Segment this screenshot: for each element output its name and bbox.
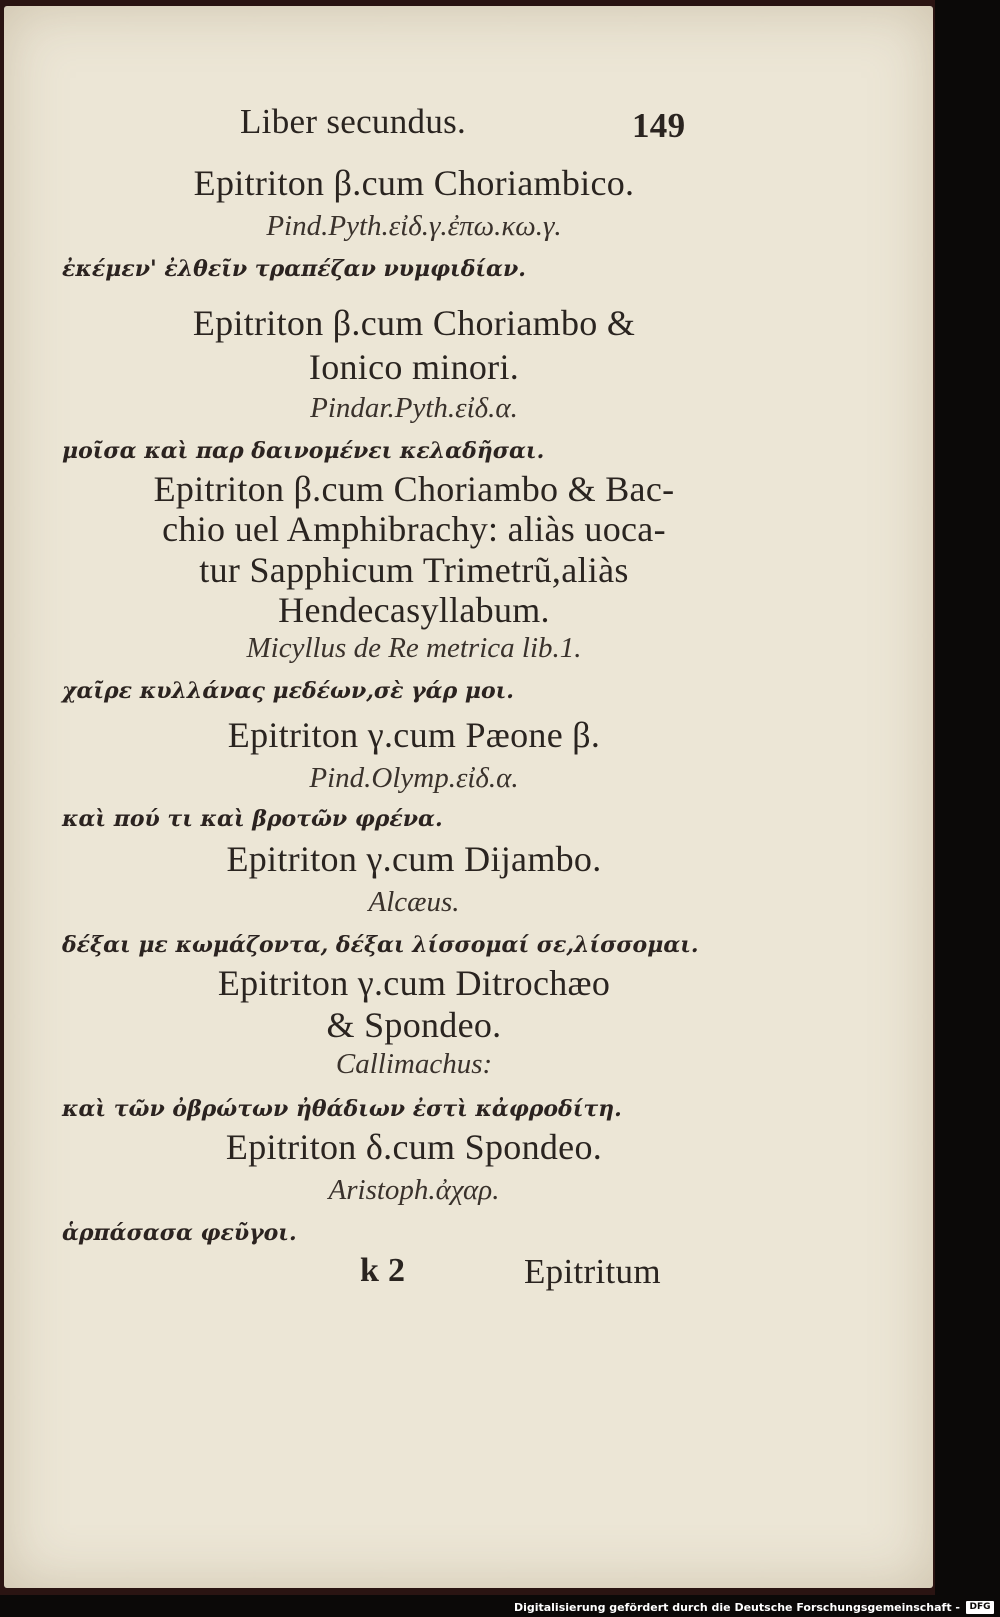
digitization-credit: Digitalisierung gefördert durch die Deutsche Forschungsgemeinschaft - [513, 1601, 960, 1614]
greek-verse: καὶ πού τι καὶ βροτῶν φρένα. [62, 806, 443, 832]
entry-source: Alcæus. [368, 886, 460, 918]
signature-mark: k 2 [360, 1252, 406, 1289]
entry-source: Pind.Pyth.εἰδ.γ.ἐπω.κω.γ. [266, 210, 562, 242]
entry-source: Pind.Olymp.εἰδ.α. [309, 762, 519, 794]
entry-heading: Epitriton β.cum Choriambico. [193, 163, 635, 203]
entry-source: Micyllus de Re metrica lib.1. [246, 632, 582, 664]
entry-heading: Epitriton γ.cum Ditrochæo [217, 963, 611, 1003]
greek-verse: ἁρπάσασα φεῦγοι. [62, 1220, 297, 1246]
greek-verse: δέξαι με κωμάζοντα, δέξαι λίσσομαί σε,λίσσομαι. [62, 932, 699, 958]
book-page [4, 6, 933, 1588]
greek-verse: ἐκέμεν' ἐλθεῖν τραπέζαν νυμφιδίαν. [62, 256, 526, 282]
running-title: Liber secundus. [240, 102, 467, 141]
catchword: Epitritum [524, 1252, 661, 1291]
entry-source: Callimachus: [335, 1048, 493, 1080]
entry-source: Aristoph.ἀχαρ. [328, 1174, 500, 1206]
greek-verse: χαῖρε κυλλάνας μεδέων,σὲ γάρ μοι. [62, 678, 514, 704]
entry-heading: chio uel Amphibrachy: aliàs uoca- [162, 509, 666, 549]
entry-heading: Epitriton δ.cum Spondeo. [225, 1127, 603, 1167]
dfg-logo-icon: DFG [966, 1601, 994, 1614]
entry-heading: Epitriton γ.cum Dijambo. [226, 839, 602, 879]
greek-verse: μοῖσα καὶ παρ δαινομένει κελαδῆσαι. [62, 438, 545, 464]
digitization-credit-bar [0, 1600, 1000, 1617]
entry-heading: Epitriton γ.cum Pæone β. [227, 715, 601, 755]
page-number: 149 [632, 106, 686, 145]
entry-heading: Hendecasyllabum. [278, 590, 550, 630]
entry-heading: tur Sapphicum Trimetrũ,aliàs [199, 550, 629, 590]
greek-verse: καὶ τῶν ὀβρώτων ἠθάδιων ἐστὶ κἀφροδίτη. [62, 1096, 622, 1122]
entry-heading: Epitriton β.cum Choriambo & Bac- [153, 469, 675, 509]
entry-heading: Ionico minori. [308, 347, 520, 387]
entry-heading: Epitriton β.cum Choriambo & [192, 303, 636, 343]
entry-source: Pindar.Pyth.εἰδ.α. [310, 392, 518, 424]
entry-heading: & Spondeo. [326, 1005, 502, 1045]
